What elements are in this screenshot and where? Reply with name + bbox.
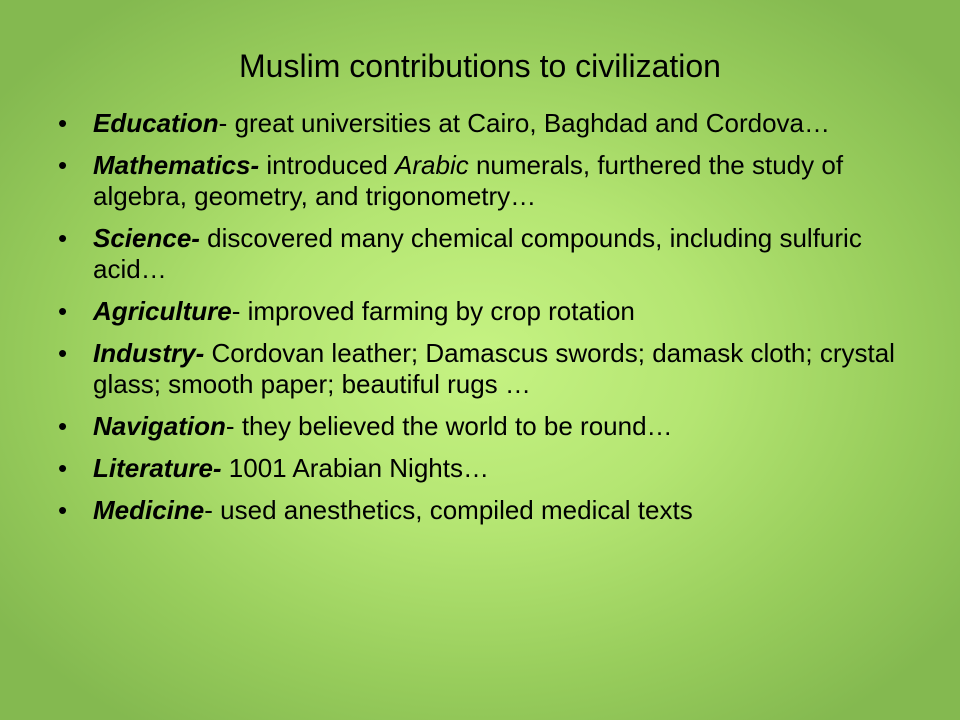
topic-label: Agriculture [93,296,232,326]
bullet-icon: • [58,108,68,138]
slide-title: Muslim contributions to civilization [239,48,721,84]
bullet-item-science [0,223,960,285]
bullet-icon: • [58,296,68,326]
bullet-icon: • [58,495,68,525]
bullet-icon: • [58,150,68,180]
topic-separator: - [231,296,241,326]
item-text: great universities at Cairo, Baghdad and Cordova… [227,108,831,138]
bullet-item-medicine [0,495,960,526]
topic-label: Medicine [93,495,205,525]
item-text: they believed the world to be round… [234,411,673,441]
item-text: Cordovan leather; Damascus swords; damask cloth; crystal glass; smooth paper; beautiful rugs … [93,338,895,399]
topic-label: Mathematics- [93,150,260,180]
topic-label: Navigation [93,411,226,441]
topic-separator: - [218,108,228,138]
topic-label: Science- [93,223,200,253]
emphasized-word: Arabic [395,150,469,180]
topic-label: Industry- [93,338,205,368]
bullet-item-education [0,108,960,139]
item-text: improved farming by crop rotation [240,296,635,326]
bullet-item-literature [0,453,960,484]
topic-label: Education [93,108,219,138]
item-text: 1001 Arabian Nights… [221,453,489,483]
item-text: discovered many chemical compounds, including sulfuric acid… [93,223,862,284]
bullet-icon: • [58,223,68,253]
bullet-item-agriculture [0,296,960,327]
topic-separator: - [204,495,213,525]
bullet-icon: • [58,338,68,368]
item-text: introduced [259,150,396,180]
bullet-item-navigation [0,411,960,442]
topic-label: Literature- [93,453,222,483]
item-text: used anesthetics, compiled medical texts [212,495,693,525]
bullet-list [0,108,960,537]
bullet-icon: • [58,411,68,441]
item-text-continued: numerals, furthered the study of algebra, geometry, and trigonometry… [93,150,844,211]
bullet-item-mathematics [0,150,960,212]
bullet-icon: • [58,453,68,483]
bullet-item-industry [0,338,960,400]
topic-separator: - [225,411,235,441]
